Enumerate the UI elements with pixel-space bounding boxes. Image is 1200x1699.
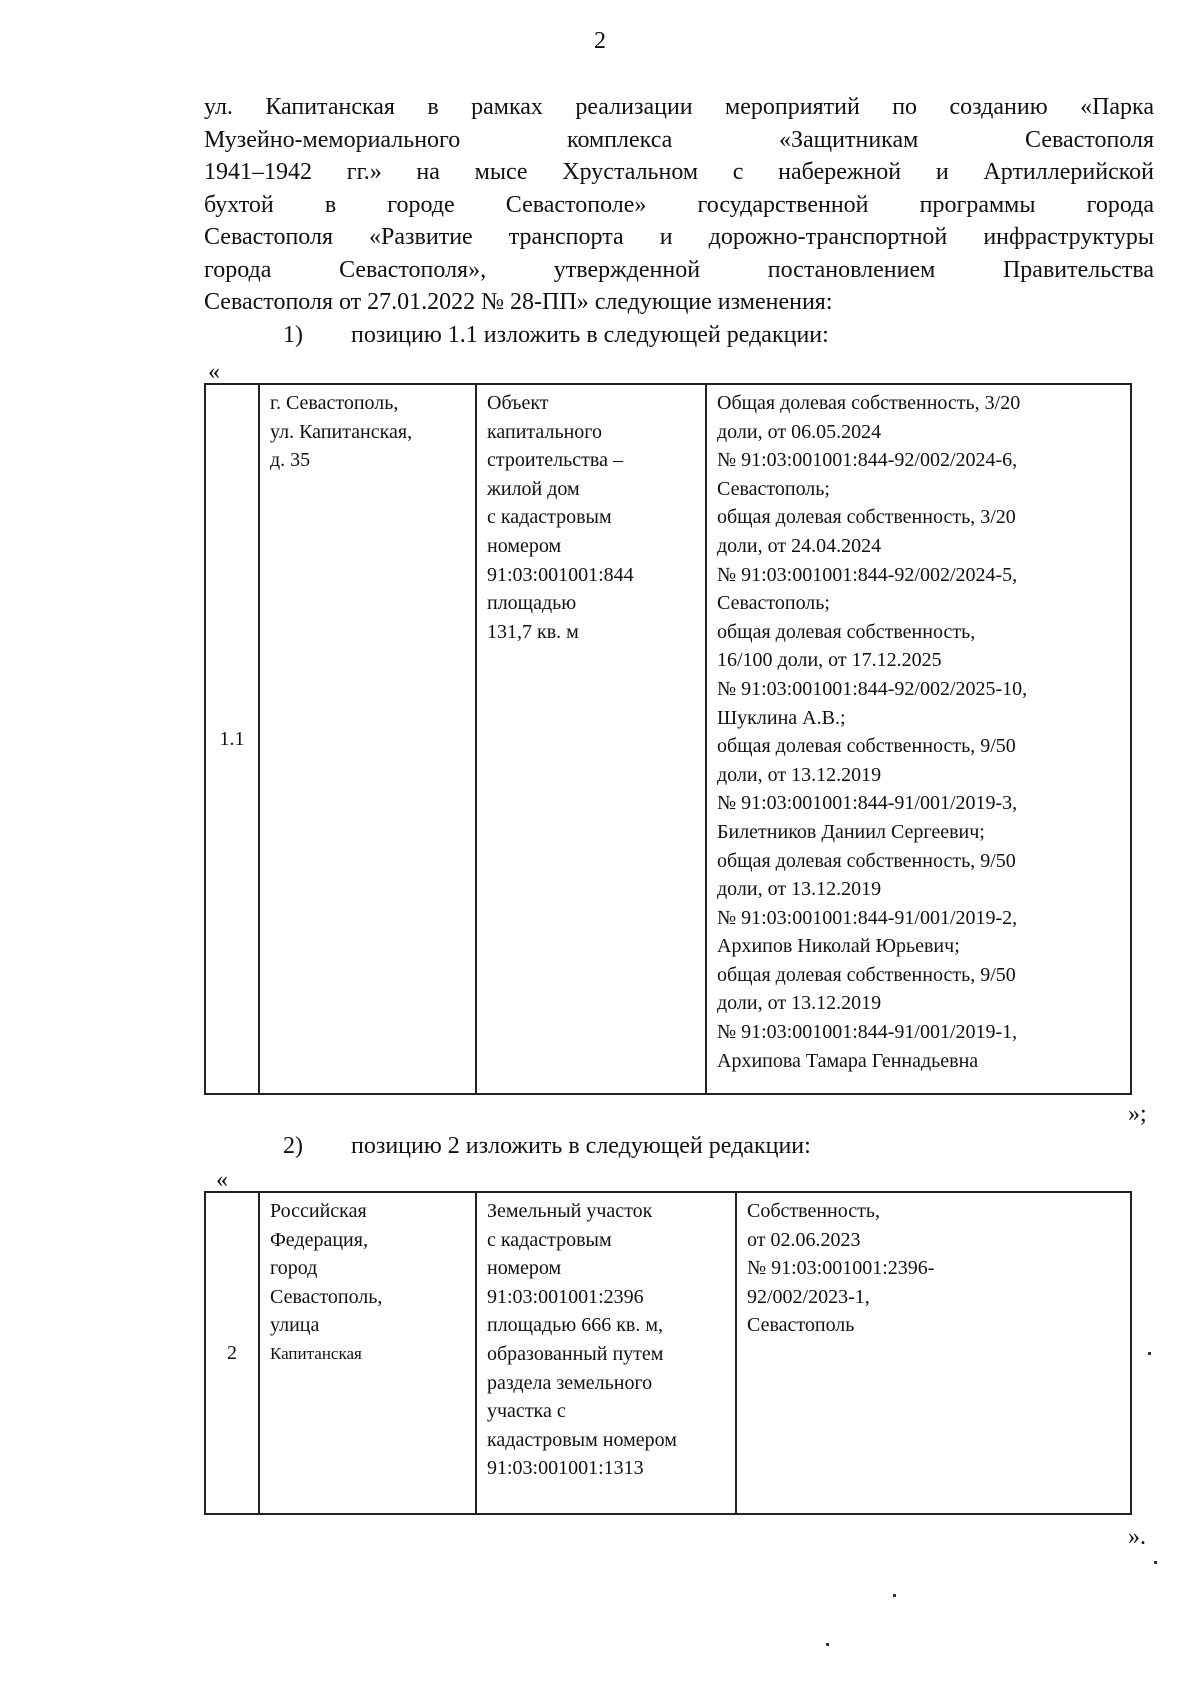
intro-line: Севастополя «Развитие транспорта и дорожно-транспортной инфраструктуры [204, 224, 1154, 250]
rights-line: общая долевая собственность, 3/20 [717, 506, 1016, 529]
scan-speck [826, 1643, 829, 1646]
object-line: номером [487, 534, 562, 557]
rights-line: доли, от 06.05.2024 [717, 420, 882, 443]
rights-line: доли, от 13.12.2019 [717, 992, 882, 1015]
table-row [205, 1192, 1131, 1514]
rights-line: доли, от 24.04.2024 [717, 534, 882, 557]
object-line: с кадастровым [487, 506, 612, 529]
rights-line: Севастополь; [717, 477, 830, 500]
object-line: 91:03:001001:2396 [487, 1285, 644, 1308]
rights-line: № 91:03:001001:844-91/001/2019-3, [717, 792, 1018, 815]
address-cell [259, 384, 476, 1094]
rights-line: от 02.06.2023 [747, 1228, 861, 1251]
intro-paragraph [204, 91, 1154, 319]
address-line: г. Севастополь, [270, 392, 399, 414]
rights-line: Севастополь [747, 1314, 855, 1337]
rights-line: общая долевая собственность, [717, 620, 976, 643]
rights-line: № 91:03:001001:844-91/001/2019-2, [717, 906, 1018, 929]
object-line: 131,7 кв. м [487, 620, 579, 643]
rights-line: общая долевая собственность, 9/50 [717, 735, 1016, 758]
address-cell [259, 1192, 476, 1514]
rights-line: 92/002/2023-1, [747, 1285, 870, 1308]
rights-line: общая долевая собственность, 9/50 [717, 963, 1016, 986]
object-line: площадью 666 кв. м, [487, 1314, 664, 1337]
object-line: жилой дом [487, 477, 580, 500]
item-2-close-quote: ». [1128, 1524, 1146, 1550]
address-line: д. 35 [270, 449, 311, 472]
object-line: Объект [487, 392, 549, 414]
rights-line: общая долевая собственность, 9/50 [717, 849, 1016, 872]
address-line: Российская [270, 1200, 367, 1222]
intro-line: ул. Капитанская в рамках реализации мероприятий по созданию «Парка [204, 94, 1154, 120]
address-line: улица [270, 1314, 320, 1337]
item-1-text: позицию 1.1 изложить в следующей редакции: [351, 322, 829, 348]
address-line: Капитанская [270, 1343, 362, 1363]
position-number-cell: 1.1 [205, 384, 259, 1094]
item-1-open-quote: « [208, 359, 220, 385]
rights-line: № 91:03:001001:844-92/002/2024-5, [717, 563, 1018, 586]
object-line: образованный путем [487, 1342, 664, 1365]
rights-line: Севастополь; [717, 592, 830, 615]
rights-line: Общая долевая собственность, 3/20 [717, 392, 1021, 414]
rights-line: Собственность, [747, 1200, 880, 1222]
intro-line: Севастополя от 27.01.2022 № 28-ПП» следующие изменения: [204, 289, 833, 315]
item-2-open-quote: « [216, 1167, 228, 1193]
scan-speck [1154, 1561, 1157, 1564]
rights-line: № 91:03:001001:844-92/002/2024-6, [717, 449, 1018, 472]
rights-line: Архипов Николай Юрьевич; [717, 935, 960, 958]
rights-line: № 91:03:001001:844-91/001/2019-1, [717, 1021, 1018, 1044]
item-1-number: 1) [283, 322, 303, 348]
object-line: раздела земельного [487, 1371, 653, 1394]
position-1-1-table [204, 383, 1132, 1095]
object-line: Земельный участок [487, 1200, 653, 1222]
address-line: Севастополь, [270, 1285, 383, 1308]
intro-line: 1941–1942 гг.» на мысе Хрустальном с набережной и Артиллерийской [204, 159, 1154, 185]
object-line: кадастровым номером [487, 1428, 677, 1451]
item-2-heading [283, 1133, 811, 1160]
intro-line: Музейно-мемориального комплекса «Защитникам Севастополя [204, 126, 1154, 153]
object-line: участка с [487, 1400, 566, 1423]
object-line: номером [487, 1257, 562, 1280]
item-2-text: позицию 2 изложить в следующей редакции: [351, 1133, 811, 1159]
rights-line: № 91:03:001001:2396- [747, 1257, 935, 1280]
intro-line: бухтой в городе Севастополе» государственной программы города [204, 191, 1154, 218]
address-line: Федерация, [270, 1228, 368, 1251]
position-number-cell: 2 [205, 1192, 259, 1514]
item-2-number: 2) [283, 1133, 303, 1159]
object-line: с кадастровым [487, 1228, 612, 1251]
rights-line: Шуклина А.В.; [717, 706, 846, 729]
rights-cell [736, 1192, 1131, 1514]
object-cell [476, 1192, 736, 1514]
object-line: 91:03:001001:1313 [487, 1457, 644, 1480]
page-number: 2 [594, 28, 606, 54]
item-1-close-quote: »; [1128, 1101, 1147, 1127]
rights-line: доли, от 13.12.2019 [717, 878, 882, 901]
object-line: капитального [487, 420, 602, 443]
address-line: ул. Капитанская, [270, 420, 413, 443]
table-row [205, 384, 1131, 1094]
object-line: площадью [487, 592, 577, 615]
intro-line: города Севастополя», утвержденной постановлением Правительства [204, 256, 1154, 283]
rights-cell [706, 384, 1131, 1094]
scan-speck [893, 1594, 896, 1597]
rights-line: Архипова Тамара Геннадьевна [717, 1049, 979, 1072]
scan-speck [1148, 1352, 1151, 1355]
address-line: город [270, 1257, 318, 1280]
rights-line: Билетников Даниил Сергеевич; [717, 820, 985, 843]
position-2-table [204, 1191, 1132, 1515]
rights-line: 16/100 доли, от 17.12.2025 [717, 649, 942, 672]
object-line: строительства – [487, 449, 623, 472]
rights-line: № 91:03:001001:844-92/002/2025-10, [717, 677, 1028, 700]
object-cell [476, 384, 706, 1094]
rights-line: доли, от 13.12.2019 [717, 763, 882, 786]
item-1-heading [283, 322, 829, 349]
object-line: 91:03:001001:844 [487, 563, 634, 586]
